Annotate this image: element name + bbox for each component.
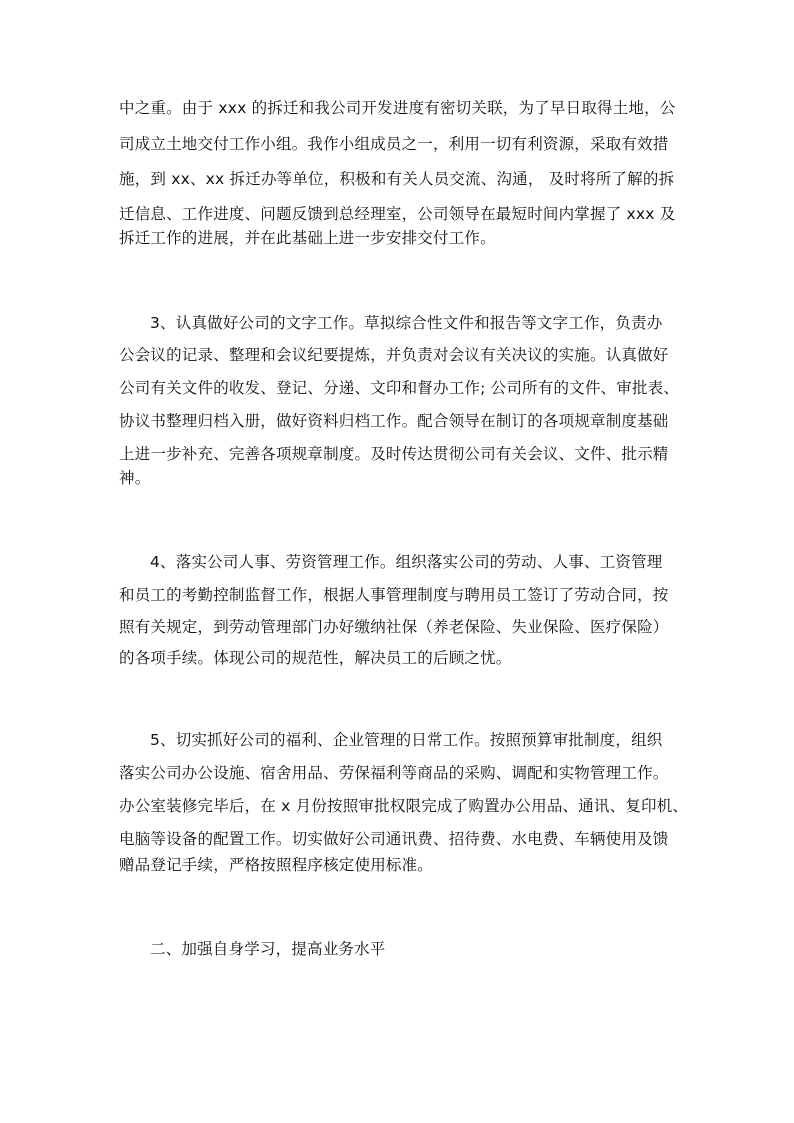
text-line: 协议书整理归档入册，做好资料归档工作。配合领导在制订的各项规章制度基础 [119, 412, 669, 430]
text-line: 照有关规定，到劳动管理部门办好缴纳社保（养老保险、失业保险、医疗保险） [119, 618, 669, 636]
text-line: 施，到 xx、xx 拆迁办等单位，积极和有关人员交流、沟通， 及时将所了解的拆 [119, 170, 675, 188]
text-line: 公会议的记录、整理和会议纪要提炼，并负责对会议有关决议的实施。认真做好 [119, 346, 669, 364]
text-line: 3、认真做好公司的文字工作。草拟综合性文件和报告等文字工作，负责办 [150, 314, 663, 332]
text-line: 公司有关文件的收发、登记、分递、文印和督办工作; 公司所有的文件、审批表、 [119, 379, 680, 397]
text-line: 上进一步补充、完善各项规章制度。及时传达贯彻公司有关会议、文件、批示精 [119, 445, 669, 463]
text-line: 的各项手续。体现公司的规范性，解决员工的后顾之忧。 [119, 649, 512, 667]
text-line: 中之重。由于 xxx 的拆迁和我公司开发进度有密切关联，为了早日取得土地，公 [119, 99, 676, 117]
text-line: 赠品登记手续，严格按照程序核定使用标准。 [119, 856, 434, 874]
text-line: 5、切实抓好公司的福利、企业管理的日常工作。按照预算审批制度，组织 [150, 731, 663, 749]
text-line: 司成立土地交付工作小组。我作小组成员之一，利用一切有利资源，采取有效措 [119, 135, 669, 153]
text-line: 拆迁工作的进展，并在此基础上进一步安排交付工作。 [119, 229, 496, 247]
text-line: 神。 [119, 469, 151, 487]
text-line: 电脑等设备的配置工作。切实做好公司通讯费、招待费、水电费、车辆使用及馈 [119, 830, 669, 848]
text-line: 办公室装修完毕后，在 x 月份按照审批权限完成了购置办公用品、通讯、复印机、 [119, 797, 689, 815]
text-line: 落实公司办公设施、宿舍用品、劳保福利等商品的采购、调配和实物管理工作。 [119, 764, 669, 782]
section-heading: 二、加强自身学习，提高业务水平 [150, 940, 386, 958]
text-line: 和员工的考勤控制监督工作，根据人事管理制度与聘用员工签订了劳动合同，按 [119, 586, 669, 604]
text-line: 4、落实公司人事、劳资管理工作。组织落实公司的劳动、人事、工资管理 [150, 553, 663, 571]
text-line: 迁信息、工作进度、问题反馈到总经理室，公司领导在最短时间内掌握了 xxx 及 [119, 205, 676, 223]
